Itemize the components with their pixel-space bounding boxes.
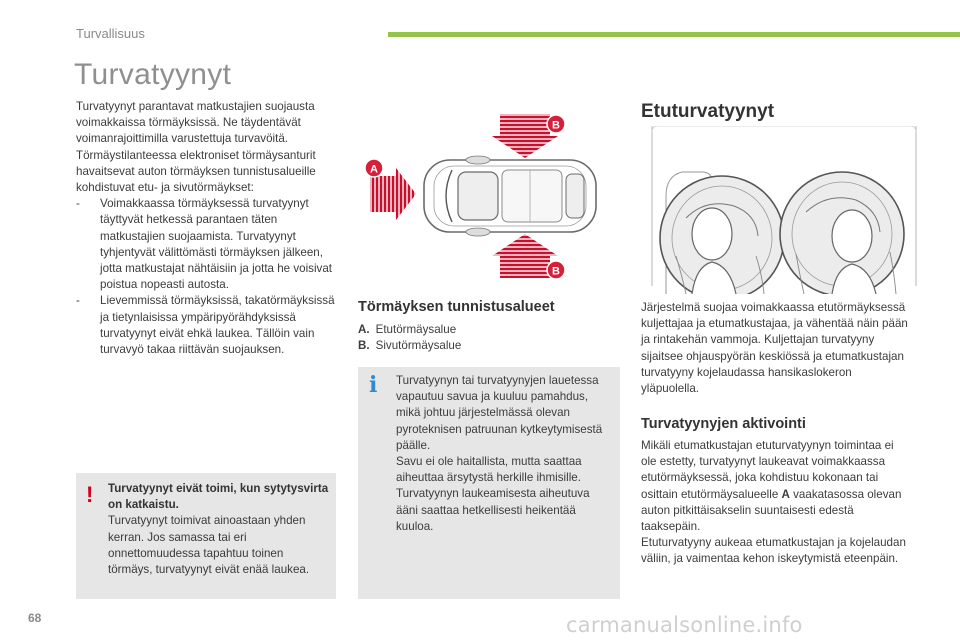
page-number: 68 (28, 611, 42, 625)
warning-body: Turvatyynyt toimivat ainoastaan yhden kerran. Jos samassa tai eri onnettomuudessa tapahtuu toinen törmäys, turvatyynyt eivät enää laukea. (108, 514, 310, 577)
zone-item-b (358, 338, 598, 354)
passenger-airbag (780, 172, 904, 294)
front-airbags-text: Järjestelmä suojaa voimakkaassa etutörmäyksessä kuljettajaa ja etumatkustajaa, ja vähentää näin pään ja rintakehän vammoja. Kuljettajan turvatyyny sijaitsee ohjauspyörän keskiössä ja etumatkustajan turvatyyny kojelaudassa hansikaslokeron yläpuolella. (641, 301, 908, 396)
info-text (396, 373, 610, 535)
header-accent-bar (388, 32, 960, 37)
activation-text-1: Mikäli etumatkustajan etuturvatyynyn toimintaa ei ole estetty, turvatyynyt laukeavat voimakkaassa etutörmäyksessä, joka kohdistuu kokonaan tai osittain etutörmäysalueelle (641, 439, 894, 501)
zone-key: A. (358, 323, 370, 336)
zones-heading: Törmäyksen tunnistusalueet (358, 299, 555, 315)
bullet-text: Lievemmissä törmäyksissä, takatörmäyksissä ja tietynlaisissa ympäripyörähdyksissä turvatyynyt eivät ehkä laukea. Tällöin vain turvavyö takaa riittävän suojauksen. (100, 294, 335, 357)
label-b-bottom: B (552, 265, 560, 278)
zone-text: Etutörmäysalue (375, 323, 457, 336)
info-paragraph-2: Savu ei ole haitallista, mutta saattaa aiheuttaa ärsytystä herkille ihmisille. Turvatyynyn laukeamisesta aiheutuva ääni saattaa hetkellisesti heikentää kuuloa. (396, 455, 590, 533)
intro-bullet-2 (76, 293, 338, 358)
activation-text-3: Etuturvatyyny aukeaa etumatkustajan ja kojelaudan väliin, ja vaimentaa kehon iskeytymistä eteenpäin. (641, 536, 906, 566)
section-label: Turvallisuus (76, 26, 145, 41)
zones-list (358, 322, 598, 354)
activation-text (641, 438, 911, 568)
warning-text (108, 481, 330, 578)
activation-text-2: vaakatasossa olevan auton pitkittäisakselin suuntaisesti edestä taaksepäin. (641, 487, 902, 534)
label-badge-b-top (547, 115, 565, 133)
activation-key: A (781, 487, 790, 501)
label-badge-b-bottom (547, 261, 565, 279)
intro-bullet-1 (76, 196, 338, 293)
front-airbag-illustration (646, 126, 922, 294)
bullet-dash: - (76, 197, 80, 211)
warning-strong: Turvatyynyt eivät toimi, kun sytytysvirta on katkaistu. (108, 482, 329, 512)
intro-text (76, 99, 338, 358)
zone-item-a (358, 322, 598, 338)
info-icon: i (369, 372, 378, 398)
zone-key: B. (358, 339, 370, 353)
bullet-text: Voimakkaassa törmäyksessä turvatyynyt täyttyvät hetkessä parantaen täten matkustajien suojaamista. Turvatyynyt tyhjentyvät välittömästi törmäyksen jälkeen, jotta matkustajat nähtäisiin ja jotta he voisivat poistua nopeasti autosta. (100, 197, 332, 292)
zone-text: Sivutörmäysalue (375, 339, 462, 353)
label-badge-a (365, 159, 383, 177)
car-impact-diagram (352, 104, 602, 290)
driver-airbag (660, 172, 784, 294)
front-airbags-heading: Etuturvatyynyt (641, 101, 775, 122)
bullet-dash: - (76, 294, 80, 308)
label-b-top: B (552, 119, 560, 132)
car-top-view (424, 156, 596, 236)
intro-lead: Turvatyynyt parantavat matkustajien suojausta voimakkaissa törmäyksissä. Ne täydentävät voimanrajoittimilla varustettuja turvavöitä. Törmäystilanteessa elektroniset törmäysanturit havaitsevat auton törmäyksen tunnistusalueille kohdistuvat etu- ja sivutörmäykset: (76, 100, 316, 195)
page-title: Turvatyynyt (74, 58, 232, 91)
warning-icon: ! (86, 482, 94, 507)
activation-heading: Turvatyynyjen aktivointi (641, 416, 806, 432)
watermark: carmanualsonline.info (566, 613, 803, 637)
label-a: A (370, 163, 378, 176)
info-paragraph-1: Turvatyynyn tai turvatyynyjen lauetessa vapautuu savua ja kuuluu pamahdus, mikä johtuu järjestelmässä olevan pyroteknisen patruunan kytkeytymisestä päälle. (396, 374, 603, 452)
